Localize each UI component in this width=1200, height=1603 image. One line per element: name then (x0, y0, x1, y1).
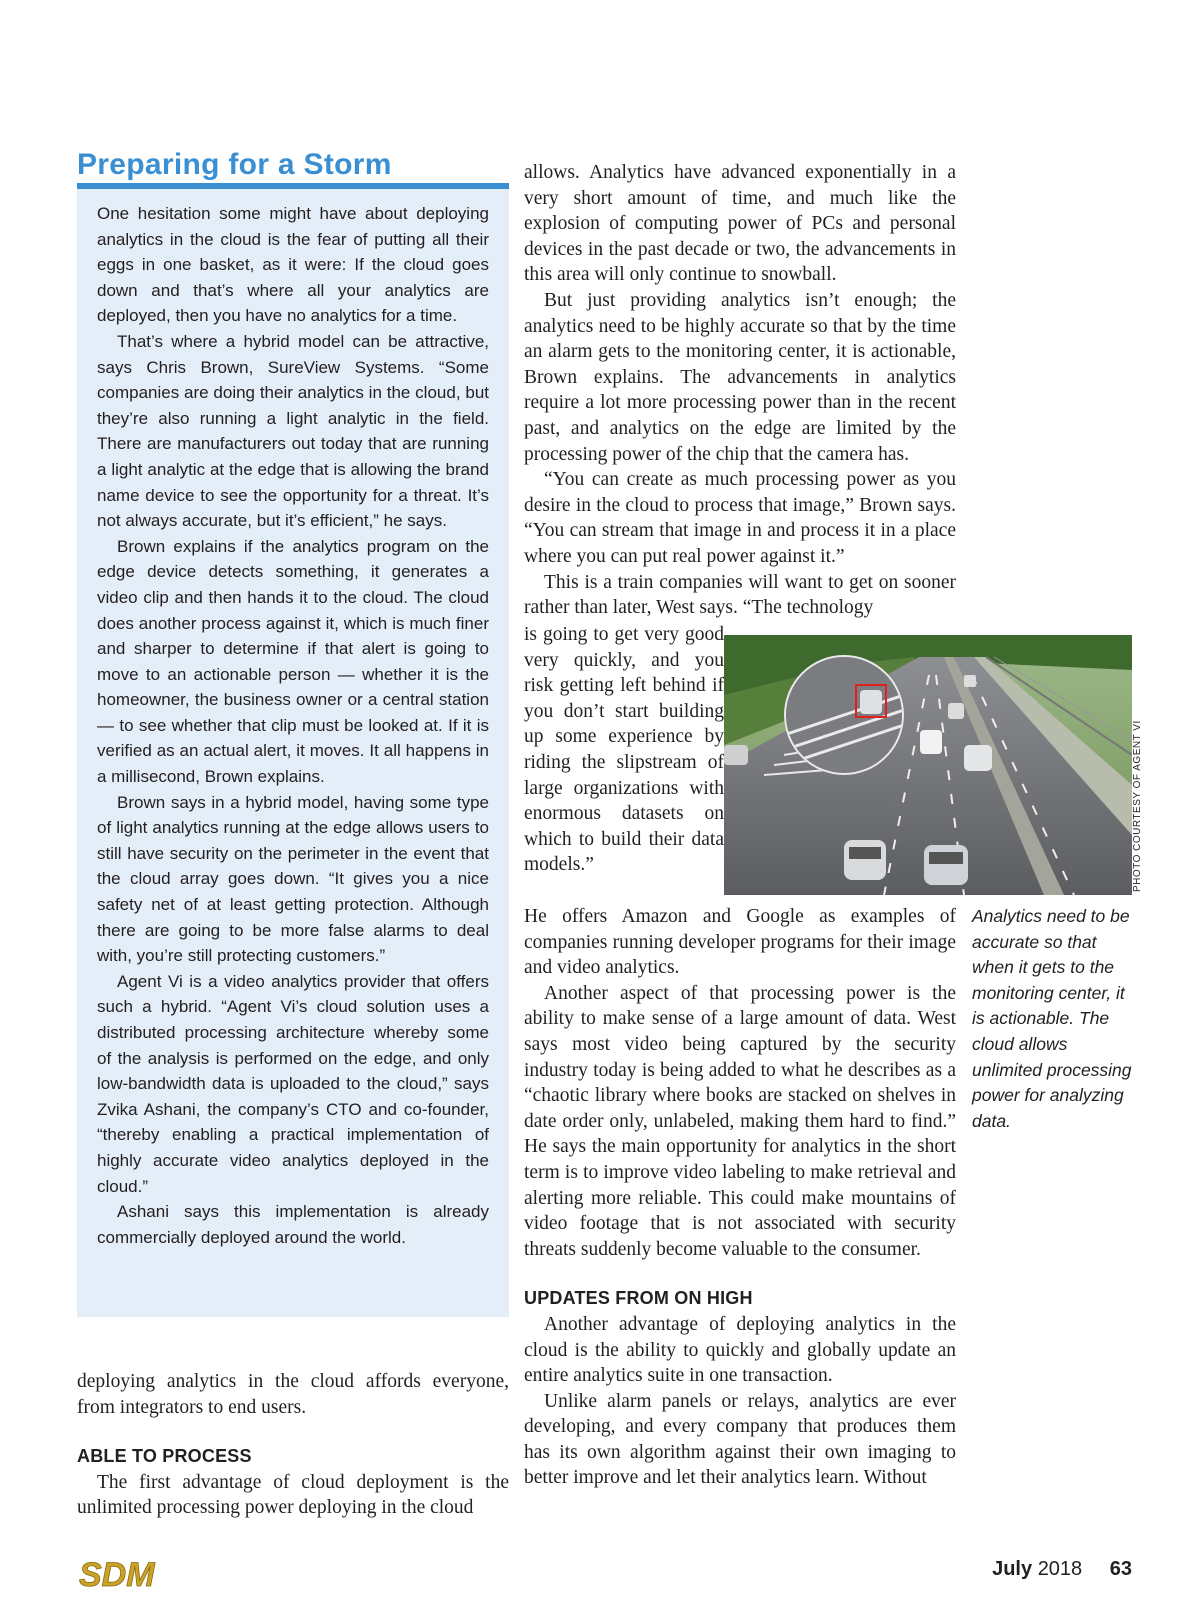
body-paragraph: This is a train companies will want to get on sooner rather than later, West says. “The technology (524, 571, 956, 619)
sidebar-paragraph: Ashani says this implementation is already commercially deployed around the world. (97, 1202, 489, 1247)
sidebar-paragraph: Brown says in a hybrid model, having some type of light analytics running at the edge allows users to still have security on the perimeter in the event that the cloud array goes down. “It gives you a nice safety net of at least getting protection. Although there are going to be more false alarms to deal with, you’re still protecting customers.” (97, 792, 489, 966)
photo-caption: Analytics need to be accurate so that when it gets to the monitoring center, it is actionable. The cloud allows unlimited processing power for analyzing data. (972, 906, 1132, 1131)
issue-year: 2018 (1037, 1558, 1083, 1580)
page-folio (992, 1558, 1132, 1581)
sidebar-paragraph: Brown explains if the analytics program on the edge device detects something, it generates a video clip and then hands it to the cloud. The cloud does another process against it, which is much finer and sharper to determine if that alert is going to move to an actionable person — whether it is the homeowner, the business owner or a central station — to see whether that clip must be looked at. If it is verified as an actual alert, it moves. It all happens in a millisecond, Brown explains. (97, 536, 489, 787)
body-paragraph: Unlike alarm panels or relays, analytics are ever developing, and every company that produces them has its own algorithm against their own imaging to better improve and let their analytics learn. Without (524, 1390, 956, 1489)
issue-month: July (992, 1558, 1033, 1580)
body-paragraph: “You can create as much processing power as you desire in the cloud to process that image,” Brown says. “You can stream that image in and process it in a place where you can put real power against it.” (524, 469, 956, 567)
page-number: 63 (1109, 1558, 1132, 1580)
sidebar-paragraph: That’s where a hybrid model can be attractive, says Chris Brown, SureView Systems. “Some companies are doing their analytics in the cloud, but they’re also running a light analytic in the field. There are manufacturers out today that are running a light analytic at the edge that is allowing the brand name device to see the opportunity for a threat. It’s not always accurate, but it’s efficient,” he says. (97, 331, 489, 531)
section-heading-able-to-process: ABLE TO PROCESS (77, 1446, 252, 1467)
body-paragraph: He offers Amazon and Google as examples of companies running developer programs for their image and video analytics. (524, 906, 956, 979)
middle-column-top (524, 160, 956, 621)
highway-photo (724, 635, 1132, 895)
sdm-logo-mark (77, 1554, 177, 1594)
sidebar-paragraph: One hesitation some might have about deploying analytics in the cloud is the fear of putting all their eggs in one basket, as it were: If the cloud goes down and that’s where all your analytics are deployed, then you have no analytics for a time. (97, 204, 489, 326)
sidebar-paragraph: Agent Vi is a video analytics provider that offers such a hybrid. “Agent Vi’s cloud solution uses a distributed processing architecture whereby some of the analysis is performed on the edge, and only low-bandwidth data is uploaded to the cloud,” says Zvika Ashani, the company’s CTO and co-founder, “thereby enabling a practical implementation of highly accurate video analytics deployed in the cloud.” (97, 971, 489, 1196)
body-paragraph: But just providing analytics isn’t enough; the analytics need to be highly accurate so that by the time an alarm gets to the monitoring center, it is actionable, Brown explains. The advancements in analytics require a lot more processing power than in the recent past, and analytics on the edge are limited by the processing power of the chip that the camera has. (524, 289, 956, 465)
body-paragraph: Another aspect of that processing power is the ability to make sense of a large amount of data. West says most video being captured by the security industry today is being added to what he describes as a “chaotic library where books are stacked on shelves in date order only, unlabeled, making them hard to find.” He says the main opportunity for analytics in the short term is to improve video labeling to make retrieval and alerting more reliable. This could make mountains of video footage that is not associated with security threats suddenly become valuable to the consumer. (524, 982, 956, 1260)
left-column-continued (77, 1369, 509, 1521)
sdm-logo (77, 1554, 177, 1594)
sidebar-body (77, 189, 509, 1317)
body-paragraph: allows. Analytics have advanced exponentially in a very short amount of time, and much like the explosion of computing power of PCs and personal devices in the past decade or two, the advancements in this area will only continue to snowball. (524, 162, 956, 286)
body-paragraph: The first advantage of cloud deployment is the unlimited processing power deploying in the cloud (77, 1471, 509, 1519)
middle-column-bottom (524, 904, 956, 1491)
photo-credit: PHOTO COURTESY OF AGENT VI (1132, 720, 1143, 892)
sidebar (77, 148, 509, 1317)
highway-photo-illustration (724, 635, 1132, 895)
sidebar-title: Preparing for a Storm (77, 148, 392, 181)
section-heading-updates: UPDATES FROM ON HIGH (524, 1288, 753, 1309)
body-paragraph: deploying analytics in the cloud affords everyone, from integrators to end users. (77, 1371, 509, 1418)
sdm-logo-text: SDM (79, 1556, 155, 1594)
middle-column-wrap (524, 622, 724, 878)
body-paragraph: Another advantage of deploying analytics in the cloud is the ability to quickly and globally update an entire analytics suite in one transaction. (524, 1313, 956, 1387)
body-paragraph: is going to get very good very quickly, and you risk getting left behind if you don’t start building up some experience by riding the slipstream of large organizations with enormous datasets on which to build their data models.” (524, 624, 724, 876)
